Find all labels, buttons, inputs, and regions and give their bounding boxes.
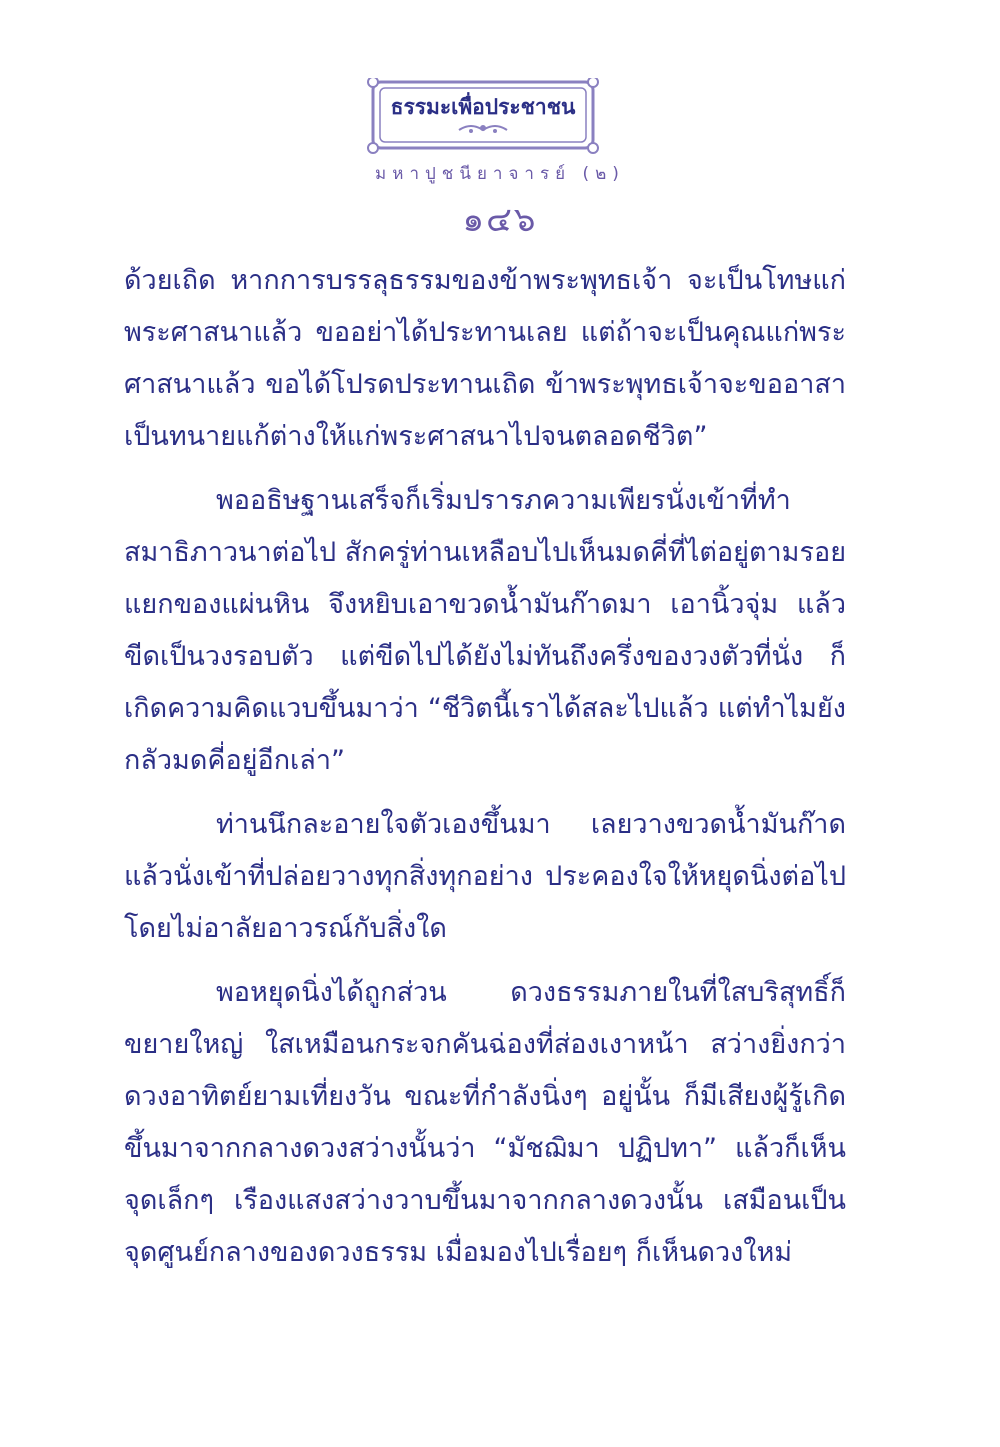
paragraph: พออธิษฐานเสร็จก็เริ่มปรารภความเพียรนั่งเข้าที่ทำสมาธิภาวนาต่อไป สักครู่ท่านเหลือบไปเห็นมดคี่ที่ไต่อยู่ตามรอยแยกของแผ่นหิน จึงหยิบเอาขวดน้ำมันก๊าดมา เอานิ้วจุ่ม แล้วขีดเป็นวงรอบตัว แต่ขีดไปได้ยังไม่ทันถึงครึ่งของวงตัวที่นั่ง ก็เกิดความคิดแวบขึ้นมาว่า “ชีวิตนี้เราได้สละไปแล้ว แต่ทำไมยังกลัวมดคี่อยู่อีกเล่า”: [124, 485, 847, 776]
page-number: ๑๔๖: [462, 200, 538, 240]
body-text: [124, 255, 846, 1279]
dhamma-logo: [367, 78, 599, 154]
logo-text: ธรรมะเพื่อประชาชน: [390, 95, 576, 119]
series-title: มหาปูชนียาจารย์ (๒): [375, 164, 625, 184]
paragraph: ด้วยเถิด หากการบรรลุธรรมของข้าพระพุทธเจ้า จะเป็นโทษแก่พระศาสนาแล้ว ขออย่าได้ประทานเลย แต่ถ้าจะเป็นคุณแก่พระศาสนาแล้ว ขอได้โปรดประทานเถิด ข้าพระพุทธเจ้าจะขออาสาเป็นทนายแก้ต่างให้แก่พระศาสนาไปจนตลอดชีวิต”: [124, 265, 846, 452]
paragraph: ท่านนึกละอายใจตัวเองขึ้นมา เลยวางขวดน้ำมันก๊าดแล้วนั่งเข้าที่ปล่อยวางทุกสิ่งทุกอย่าง ประคองใจให้หยุดนิ่งต่อไปโดยไม่อาลัยอาวรณ์กับสิ่งใด: [124, 809, 846, 944]
paragraph: พอหยุดนิ่งได้ถูกส่วน ดวงธรรมภายในที่ใสบริสุทธิ์ก็ขยายใหญ่ ใสเหมือนกระจกคันฉ่องที่ส่องเงาหน้า สว่างยิ่งกว่าดวงอาทิตย์ยามเที่ยงวัน ขณะที่กำลังนิ่งๆ อยู่นั้น ก็มีเสียงผู้รู้เกิดขึ้นมาจากกลางดวงสว่างนั้นว่า “มัชฌิมา ปฏิปทา” แล้วก็เห็นจุดเล็กๆ เรืองแสงสว่างวาบขึ้นมาจากกลางดวงนั้น เสมือนเป็นจุดศูนย์กลางของดวงธรรม เมื่อมองไปเรื่อยๆ ก็เห็นดวงใหม่: [124, 977, 846, 1268]
